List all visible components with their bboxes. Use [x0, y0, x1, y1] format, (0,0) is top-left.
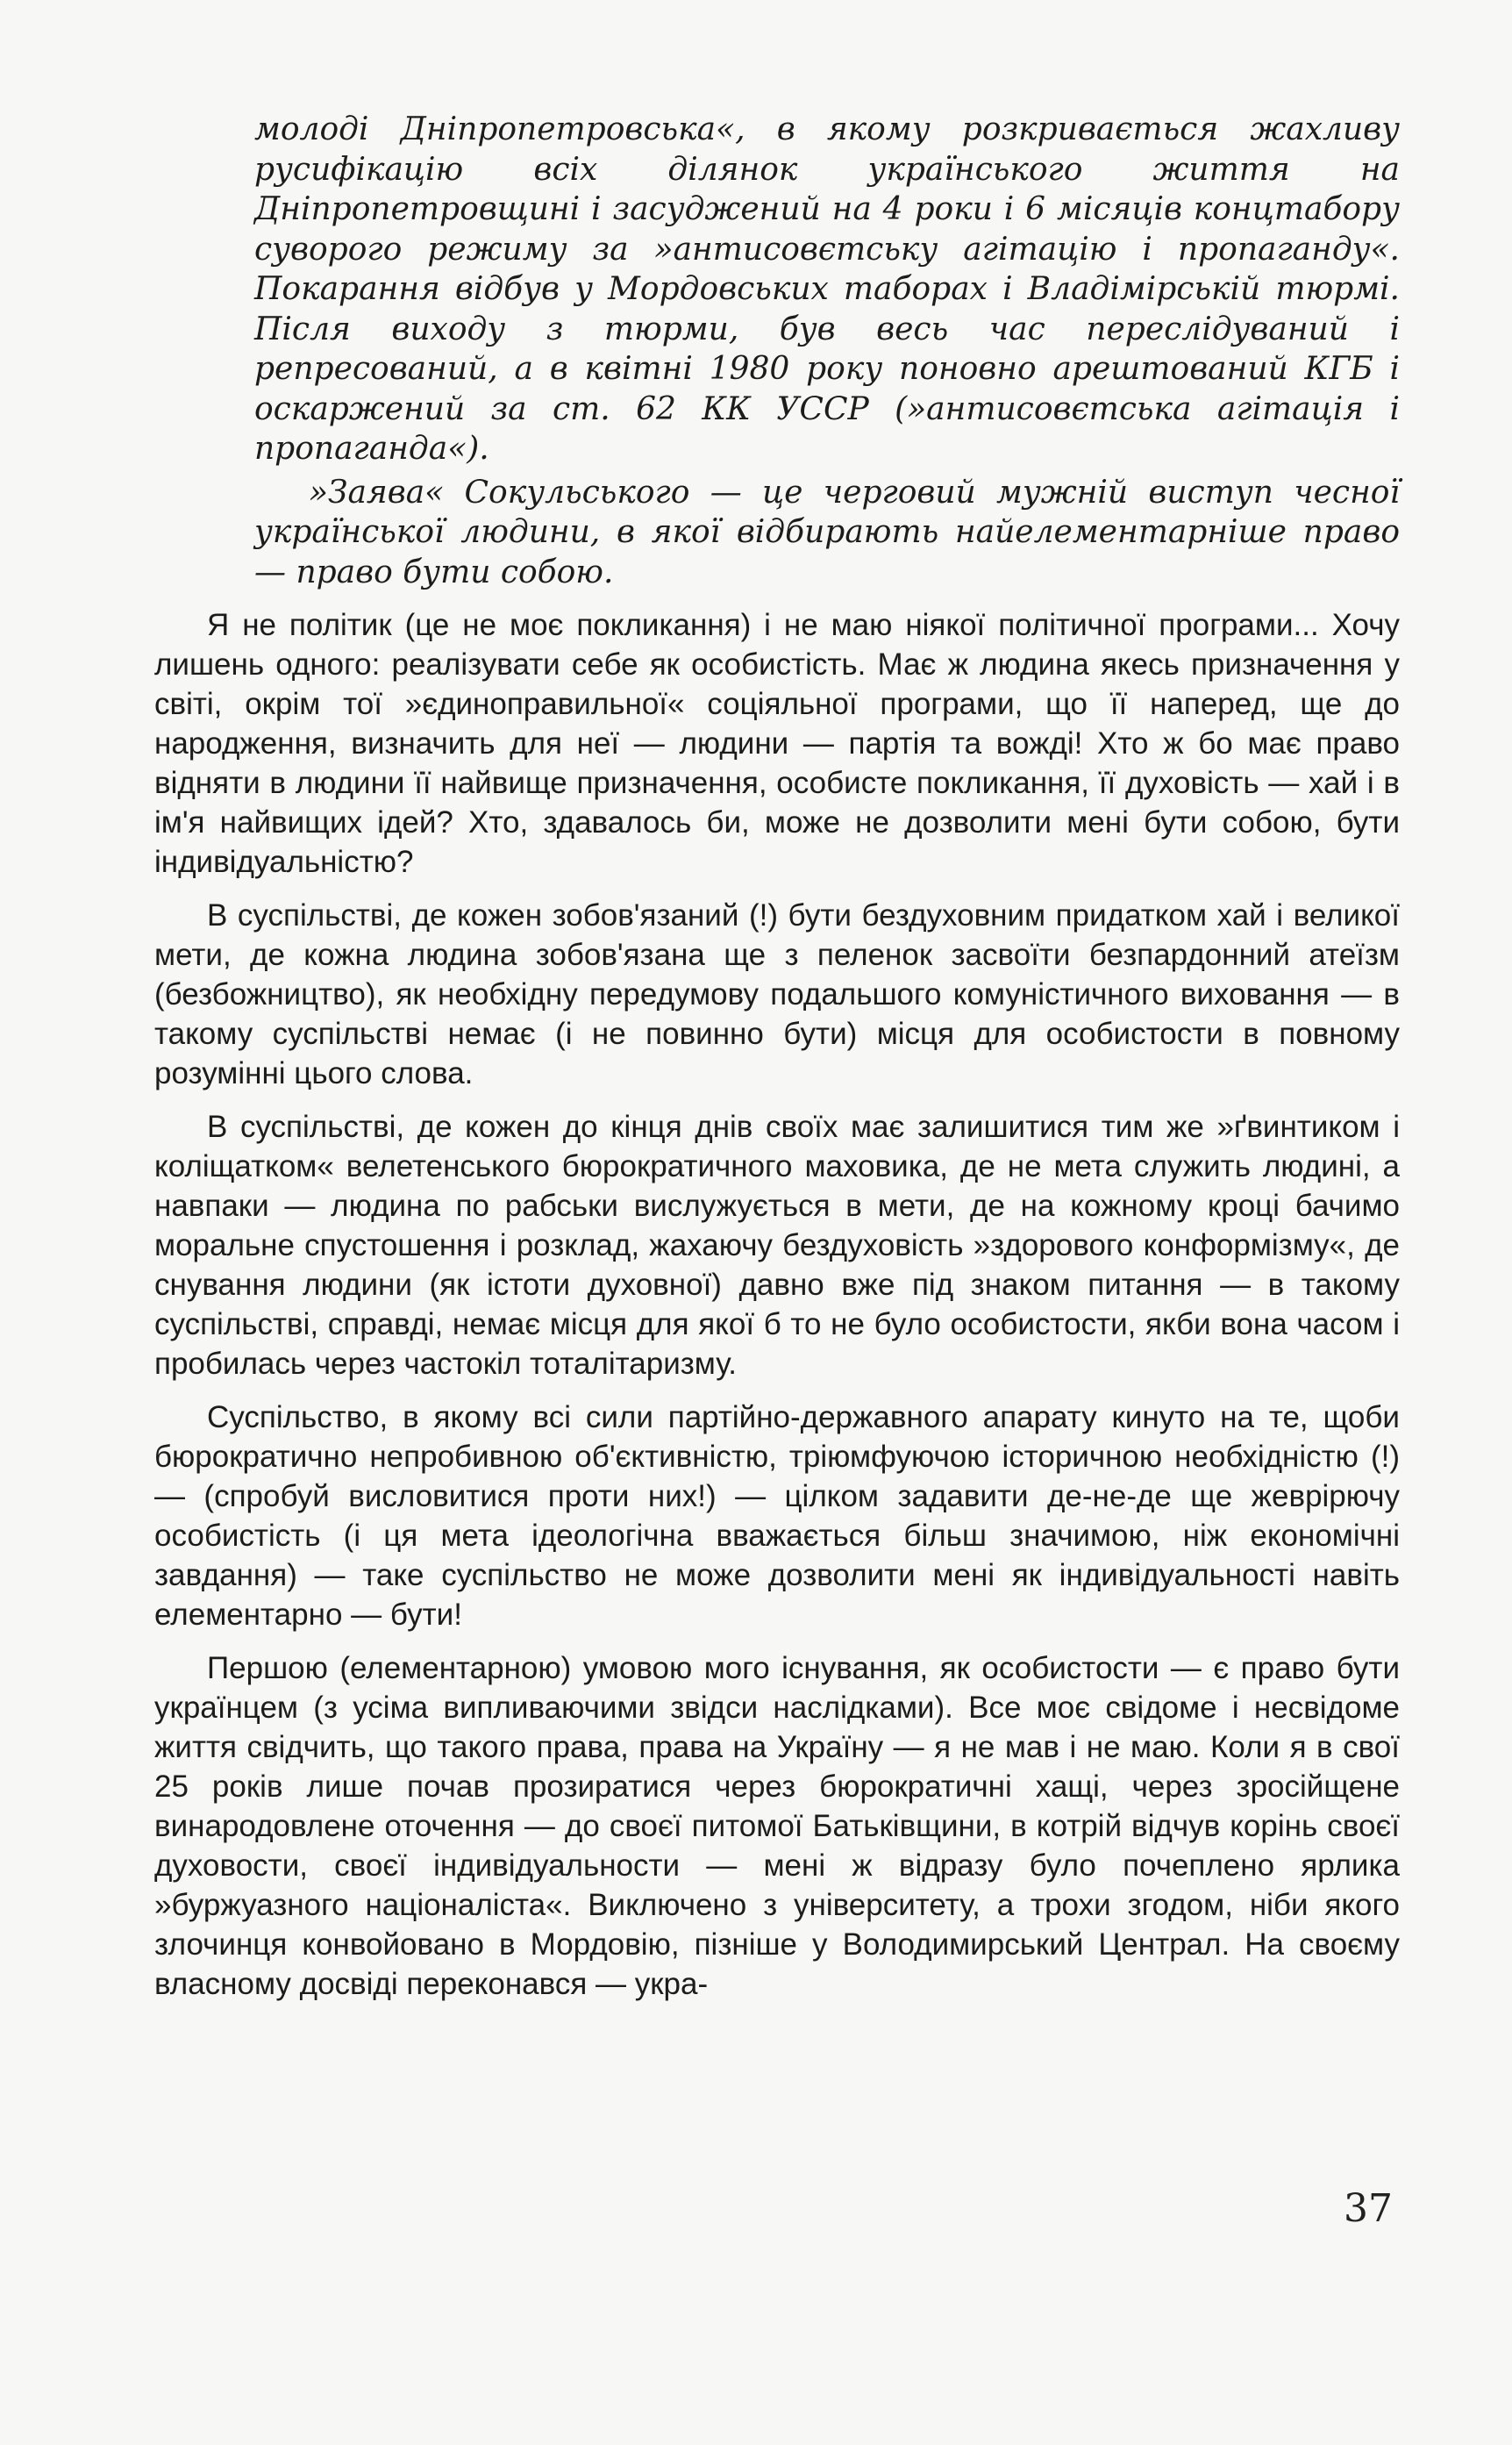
statement-body	[154, 605, 1400, 2018]
body-paragraph: Я не політик (це не моє покликання) і не маю ніякої політичної програми... Хочу лишень одного: реалізувати себе як особистість. Має ж людина якесь призначення у світі, окрім тої »єдиноправильної« соціяльної програми, що її наперед, ще до народження, визначить для неї — людини — партія та вожді! Хто ж бо має право відняти в людини її найвище призначення, особисте покликання, її духовість — хай і в ім'я найвищих ідей? Хто, здавалось би, може не дозволити мені бути собою, бути індивідуальністю?	[154, 608, 1400, 879]
body-paragraph: Суспільство, в якому всі сили партійно-державного апарату кинуто на те, щоби бюрократично непробивною об'єктивністю, тріюмфуючою історичною необхідністю (!) — (спробуй висловитися проти них!) — цілком задавити де-не-де ще жеврірючу особистість (і ця мета ідеологічна вважається більш значимою, ніж економічні завдання) — таке суспільство не може дозволити мені як індивідуальності навіть елементарно — бути!	[154, 1400, 1400, 1632]
body-paragraph: В суспільстві, де кожен зобов'язаний (!) бути бездуховним придатком хай і великої мети, де кожна людина зобов'язана ще з пеленок засвоїти безпардонний атеїзм (безбожництво), як необхідну передумову подальшого комуністичного виховання — в такому суспільстві немає (і не повинно бути) місця для особистости в повному розумінні цього слова.	[154, 898, 1400, 1090]
page-number: 37	[1344, 2186, 1393, 2231]
intro-paragraph: »Заява« Сокульського — це черговий мужній виступ чесної української людини, в якої відбирають найелементарніше право — право бути собою.	[254, 474, 1400, 590]
italic-introduction	[254, 110, 1400, 592]
intro-paragraph: молоді Дніпропетровська«, в якому розкривається жахливу русифікацію всіх ділянок українського життя на Дніпропетровщині і засуджений на 4 роки і 6 місяців концтабору суворого режиму за »антисовєтську агітацію і пропаганду«. Покарання відбув у Мордовських таборах і Владімірській тюрмі. Після виходу з тюрми, був весь час переслідуваний і репресований, а в квітні 1980 року поновно арештований КГБ і оскаржений за ст. 62 КК УССР (»антисовєтська агітація і пропаганда«).	[254, 111, 1400, 467]
body-paragraph: В суспільстві, де кожен до кінця днів своїх має залишитися тим же »ґвинтиком і коліщатком« велетенського бюрократичного маховика, де не мета служить людині, а навпаки — людина по рабськи вислужується в мети, де на кожному кроці бачимо моральне спустошення і розклад, жахаючу бездуховість »здорового конформізму«, де снування людини (як істоти духовної) давно вже під знаком питання — в такому суспільстві, справді, немає місця для якої б то не було особистости, якби вона часом і пробилась через частокіл тоталітаризму.	[154, 1110, 1400, 1381]
body-paragraph: Першою (елементарною) умовою мого існування, як особистости — є право бути українцем (з усіма випливаючими звідси наслідками). Все моє свідоме і несвідоме життя свідчить, що такого права, права на Україну — я не мав і не маю. Коли я в свої 25 років лише почав прозиратися через бюрократичні хащі, через зросійщене винародовлене оточення — до своєї питомої Батьківщини, в котрій відчув корінь своєї духовости, своєї індивідуальности — мені ж відразу було почеплено ярлика »буржуазного націоналіста«. Виключено з університету, а трохи згодом, ніби якого злочинця конвойовано в Мордовію, пізніше у Володимирський Централ. На своєму власному досвіді переконався — укра-	[154, 1651, 1400, 2001]
